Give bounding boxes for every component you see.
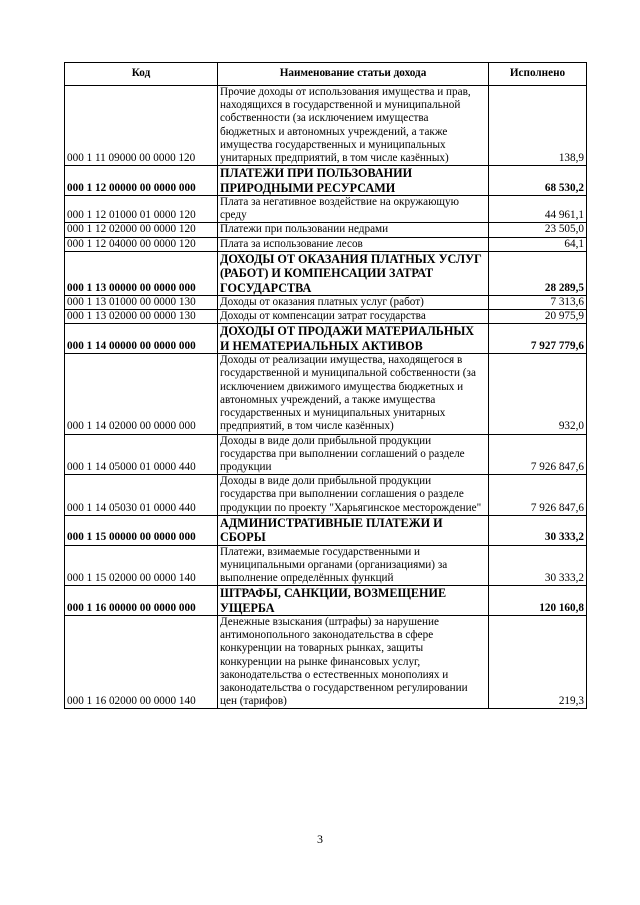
row-name-cell: Прочие доходы от использования имущества и прав, находящихся в государственной и муниципальной собственности (за исключением имущества бюджетных и автономных учреждений, а также имущества государственных и муниципальных унитарных предприятий, в том числе казённых): [218, 86, 489, 166]
header-value: Исполнено: [489, 63, 587, 86]
table-row: [65, 166, 587, 196]
row-code-cell: 000 1 14 00000 00 0000 000: [65, 324, 218, 354]
row-code-cell: 000 1 15 02000 00 0000 140: [65, 545, 218, 586]
row-code-cell: 000 1 13 01000 00 0000 130: [65, 296, 218, 310]
row-name-cell: АДМИНИСТРАТИВНЫЕ ПЛАТЕЖИ И СБОРЫ: [218, 515, 489, 545]
row-name-cell: Платежи, взимаемые государственными и муниципальными органами (организациями) за выполнение определённых функций: [218, 545, 489, 586]
row-code-cell: 000 1 12 04000 00 0000 120: [65, 237, 218, 251]
budget-income-table: [64, 62, 587, 709]
row-code-cell: 000 1 13 00000 00 0000 000: [65, 251, 218, 295]
row-value-cell: 20 975,9: [489, 310, 587, 324]
table-row: [65, 545, 587, 586]
row-value-cell: 7 313,6: [489, 296, 587, 310]
table-row: [65, 296, 587, 310]
row-name-cell: Доходы от реализации имущества, находящегося в государственной и муниципальной собственности (за исключением движимого имущества бюджетных и автономных учреждений, а также имущества государственных и муниципальных унитарных предприятий, в том числе казённых): [218, 354, 489, 434]
table-row: [65, 586, 587, 616]
row-name-cell: ДОХОДЫ ОТ ОКАЗАНИЯ ПЛАТНЫХ УСЛУГ (РАБОТ) И КОМПЕНСАЦИИ ЗАТРАТ ГОСУДАРСТВА: [218, 251, 489, 295]
row-value-cell: 7 926 847,6: [489, 434, 587, 475]
row-value-cell: 44 961,1: [489, 196, 587, 223]
row-name-cell: ШТРАФЫ, САНКЦИИ, ВОЗМЕЩЕНИЕ УЩЕРБА: [218, 586, 489, 616]
row-name-cell: Доходы от оказания платных услуг (работ): [218, 296, 489, 310]
row-value-cell: 68 530,2: [489, 166, 587, 196]
row-value-cell: 30 333,2: [489, 515, 587, 545]
row-code-cell: 000 1 14 05030 01 0000 440: [65, 475, 218, 516]
table-row: [65, 237, 587, 251]
table-header-row: [65, 63, 587, 86]
row-value-cell: 932,0: [489, 354, 587, 434]
header-name: Наименование статьи дохода: [218, 63, 489, 86]
table-row: [65, 310, 587, 324]
row-value-cell: 219,3: [489, 615, 587, 708]
row-name-cell: Доходы от компенсации затрат государства: [218, 310, 489, 324]
row-code-cell: 000 1 16 00000 00 0000 000: [65, 586, 218, 616]
table-row: [65, 86, 587, 166]
row-value-cell: 28 289,5: [489, 251, 587, 295]
row-name-cell: Плата за использование лесов: [218, 237, 489, 251]
row-value-cell: 64,1: [489, 237, 587, 251]
table-row: [65, 354, 587, 434]
table-row: [65, 515, 587, 545]
row-name-cell: Доходы в виде доли прибыльной продукции государства при выполнении соглашений о разделе продукции: [218, 434, 489, 475]
row-code-cell: 000 1 16 02000 00 0000 140: [65, 615, 218, 708]
table-row: [65, 475, 587, 516]
row-value-cell: 7 926 847,6: [489, 475, 587, 516]
table-row: [65, 196, 587, 223]
row-name-cell: ПЛАТЕЖИ ПРИ ПОЛЬЗОВАНИИ ПРИРОДНЫМИ РЕСУРСАМИ: [218, 166, 489, 196]
row-value-cell: 7 927 779,6: [489, 324, 587, 354]
row-code-cell: 000 1 13 02000 00 0000 130: [65, 310, 218, 324]
header-code: Код: [65, 63, 218, 86]
row-code-cell: 000 1 12 01000 01 0000 120: [65, 196, 218, 223]
row-code-cell: 000 1 12 00000 00 0000 000: [65, 166, 218, 196]
row-value-cell: 30 333,2: [489, 545, 587, 586]
row-code-cell: 000 1 12 02000 00 0000 120: [65, 223, 218, 237]
row-name-cell: Денежные взыскания (штрафы) за нарушение антимонопольного законодательства в сфере конкуренции на товарных рынках, защиты конкуренции на рынке финансовых услуг, законодательства о естественных монополиях и законодательства о государственном регулировании цен (тарифов): [218, 615, 489, 708]
row-code-cell: 000 1 15 00000 00 0000 000: [65, 515, 218, 545]
table-row: [65, 251, 587, 295]
row-name-cell: Плата за негативное воздействие на окружающую среду: [218, 196, 489, 223]
row-value-cell: 138,9: [489, 86, 587, 166]
table-row: [65, 434, 587, 475]
row-code-cell: 000 1 11 09000 00 0000 120: [65, 86, 218, 166]
row-code-cell: 000 1 14 02000 00 0000 000: [65, 354, 218, 434]
row-value-cell: 120 160,8: [489, 586, 587, 616]
row-name-cell: ДОХОДЫ ОТ ПРОДАЖИ МАТЕРИАЛЬНЫХ И НЕМАТЕРИАЛЬНЫХ АКТИВОВ: [218, 324, 489, 354]
row-code-cell: 000 1 14 05000 01 0000 440: [65, 434, 218, 475]
table-row: [65, 324, 587, 354]
page-number: 3: [317, 832, 323, 846]
table-row: [65, 223, 587, 237]
table-row: [65, 615, 587, 708]
row-name-cell: Платежи при пользовании недрами: [218, 223, 489, 237]
row-name-cell: Доходы в виде доли прибыльной продукции государства при выполнении соглашения о разделе продукции по проекту "Харьягинское месторождение": [218, 475, 489, 516]
row-value-cell: 23 505,0: [489, 223, 587, 237]
